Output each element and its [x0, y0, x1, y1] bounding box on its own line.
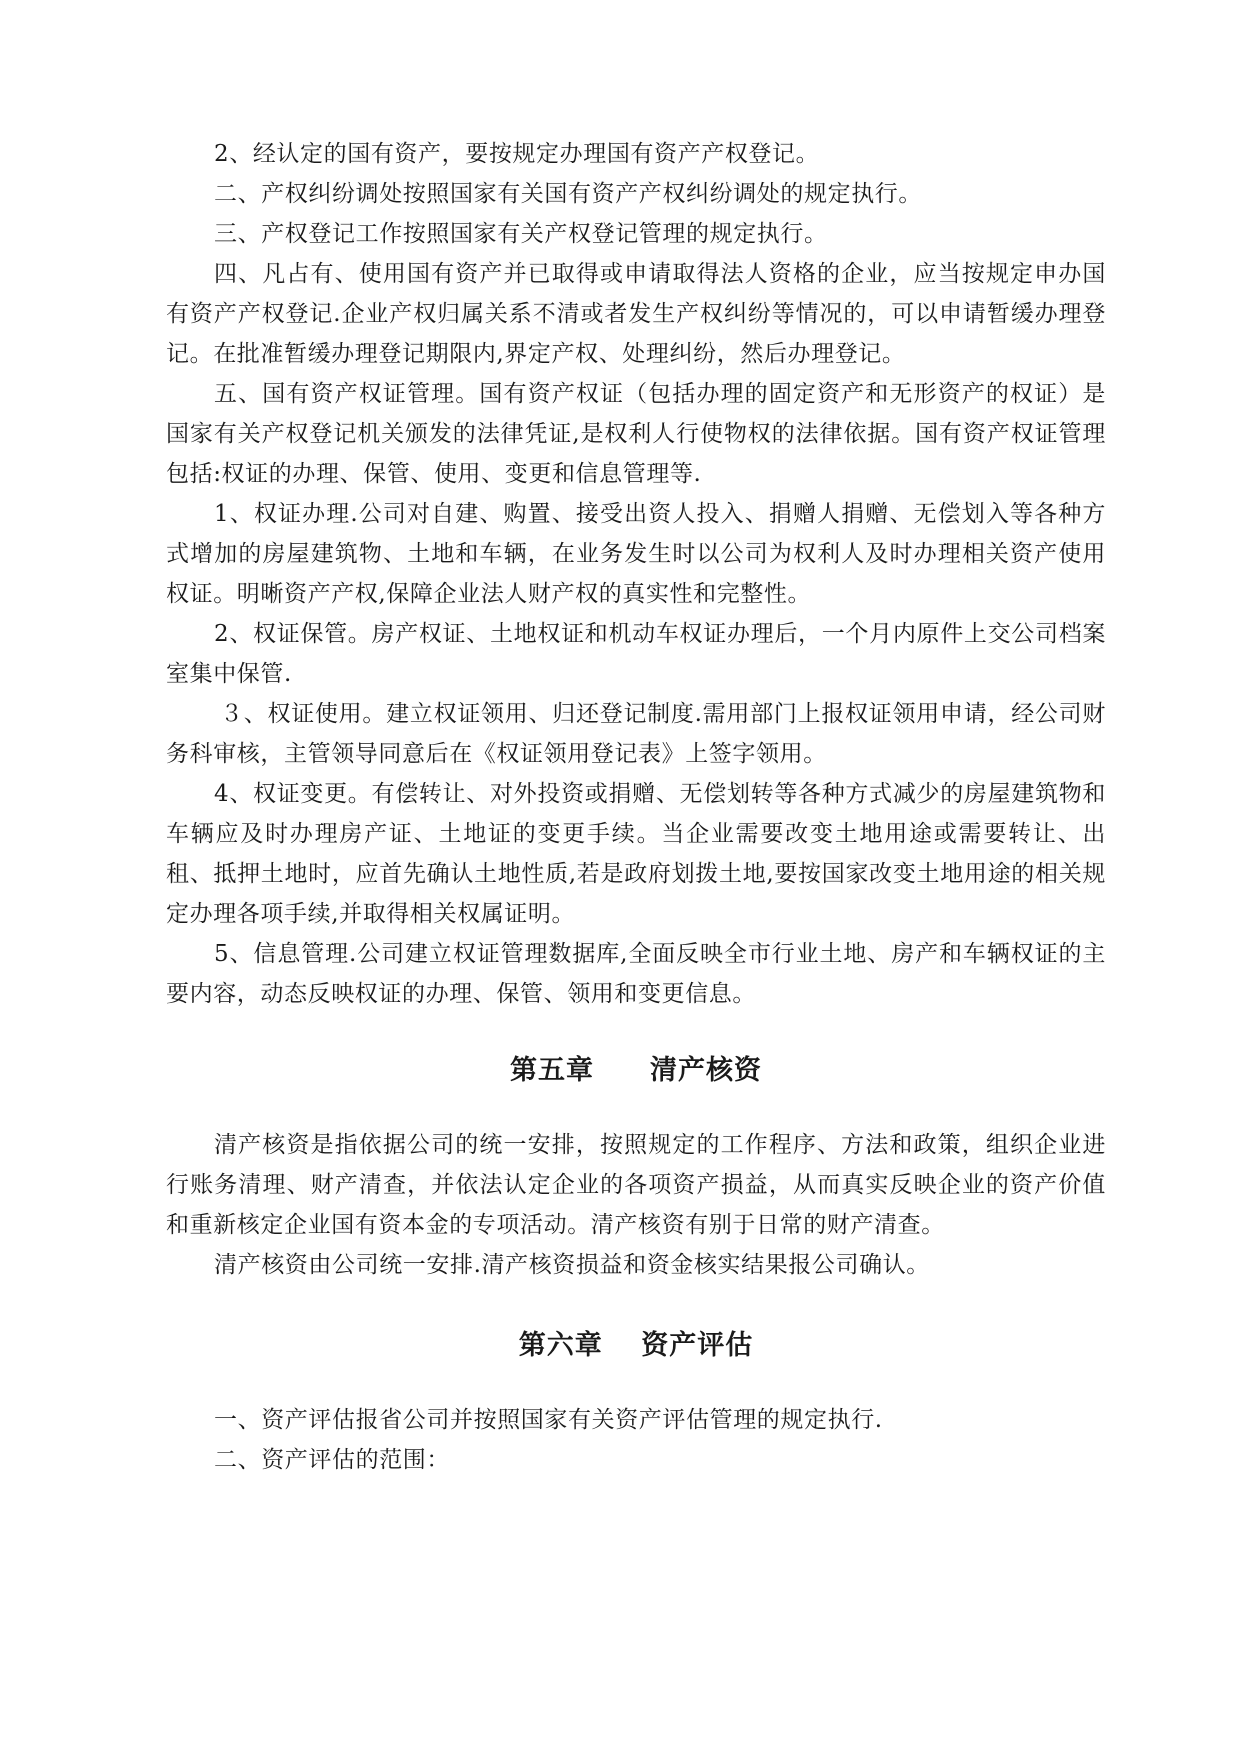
paragraph-certificate-management: 五、国有资产权证管理。国有资产权证（包括办理的固定资产和无形资产的权证）是国家有关产权登记机关颁发的法律凭证,是权利人行使物权的法律依据。国有资产权证管理包括:权证的办理、保管、使用、变更和信息管理等. [166, 381, 1106, 487]
paragraph-registration-obligation: 四、凡占有、使用国有资产并已取得或申请取得法人资格的企业，应当按规定申办国有资产产权登记.企业产权归属关系不清或者发生产权纠纷等情况的，可以申请暂缓办理登记。在批准暂缓办理登记期限内,界定产权、处理纠纷，然后办理登记。 [166, 261, 1106, 367]
chapter-5-heading: 第五章 清产核资 [510, 1055, 762, 1086]
paragraph-dispute-handling: 二、产权纠纷调处按照国家有关国有资产产权纠纷调处的规定执行。 [214, 181, 922, 207]
paragraph-registration-item-2: 2、经认定的国有资产，要按规定办理国有资产产权登记。 [214, 141, 820, 167]
paragraph-certificate-custody: 2、权证保管。房产权证、土地权证和机动车权证办理后，一个月内原件上交公司档案室集中保管. [166, 621, 1106, 687]
paragraph-registration-work: 三、产权登记工作按照国家有关产权登记管理的规定执行。 [214, 221, 828, 247]
document-body [166, 134, 1106, 1480]
paragraph-certificate-use: ３、权证使用。建立权证领用、归还登记制度.需用部门上报权证领用申请，经公司财务科审核，主管领导同意后在《权证领用登记表》上签字领用。 [166, 701, 1106, 767]
paragraph-asset-verification-definition: 清产核资是指依据公司的统一安排，按照规定的工作程序、方法和政策，组织企业进行账务清理、财产清查，并依法认定企业的各项资产损益，从而真实反映企业的资产价值和重新核定企业国有资本金的专项活动。清产核资有别于日常的财产清查。 [166, 1132, 1106, 1238]
paragraph-asset-evaluation-scope: 二、资产评估的范围： [214, 1447, 450, 1473]
paragraph-asset-evaluation-rule: 一、资产评估报省公司并按照国家有关资产评估管理的规定执行. [214, 1407, 883, 1433]
chapter-6-heading: 第六章 资产评估 [518, 1330, 754, 1361]
paragraph-asset-verification-arrangement: 清产核资由公司统一安排.清产核资损益和资金核实结果报公司确认。 [214, 1252, 930, 1278]
paragraph-certificate-processing: 1、权证办理.公司对自建、购置、接受出资人投入、捐赠人捐赠、无偿划入等各种方式增加的房屋建筑物、土地和车辆，在业务发生时以公司为权利人及时办理相关资产使用权证。明晰资产产权,保障企业法人财产权的真实性和完整性。 [166, 501, 1106, 607]
paragraph-certificate-change: 4、权证变更。有偿转让、对外投资或捐赠、无偿划转等各种方式减少的房屋建筑物和车辆应及时办理房产证、土地证的变更手续。当企业需要改变土地用途或需要转让、出租、抵押土地时，应首先确认土地性质,若是政府划拨土地,要按国家改变土地用途的相关规定办理各项手续,并取得相关权属证明。 [166, 781, 1106, 927]
paragraph-information-management: 5、信息管理.公司建立权证管理数据库,全面反映全市行业土地、房产和车辆权证的主要内容，动态反映权证的办理、保管、领用和变更信息。 [166, 941, 1106, 1007]
